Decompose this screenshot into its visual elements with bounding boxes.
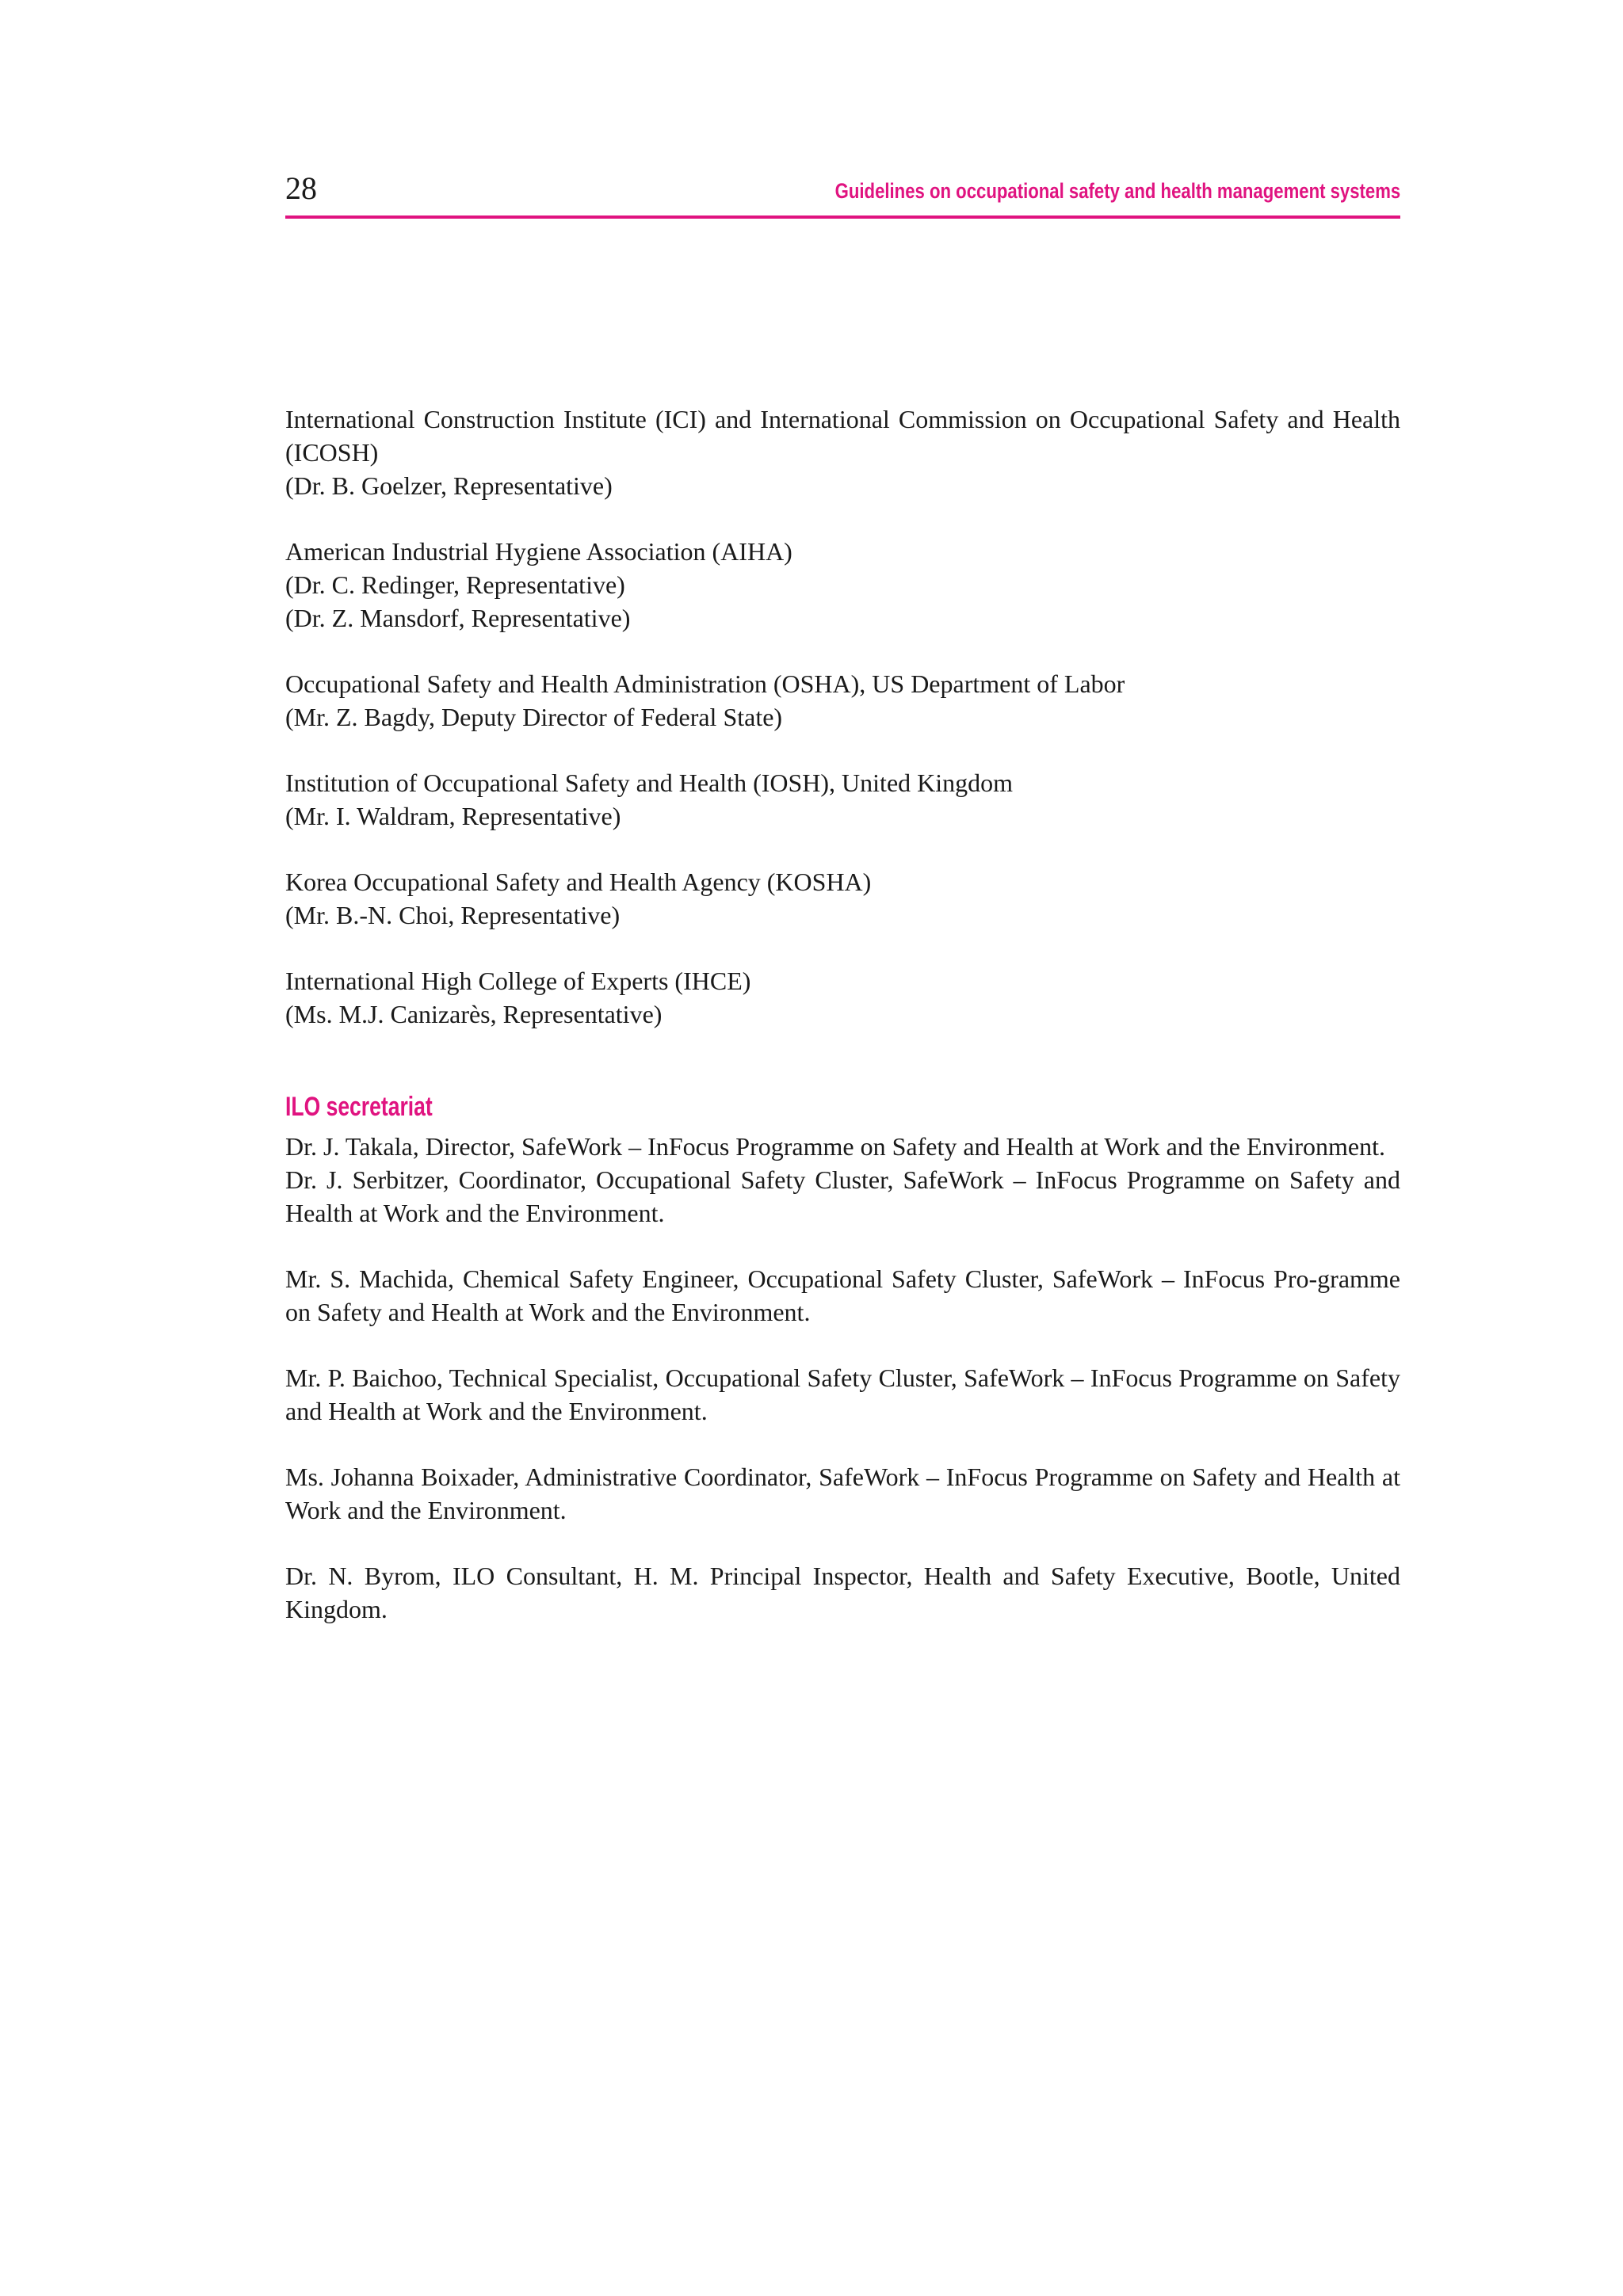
secretariat-member: Mr. P. Baichoo, Technical Specialist, Occupational Safety Cluster, SafeWork – InFocus Programme on Safety and Health at Work and the Environment. [285,1363,1400,1425]
main-content [285,402,1400,1658]
secretariat-member: Dr. N. Byrom, ILO Consultant, H. M. Principal Inspector, Health and Safety Executive, Bootle, United Kingdom. [285,1562,1400,1623]
organization-entry [285,865,1400,932]
secretariat-member: Ms. Johanna Boixader, Administrative Coordinator, SafeWork – InFocus Programme on Safety and Health at Work and the Environment. [285,1463,1400,1524]
organization-entry [285,535,1400,635]
organization-name: Institution of Occupational Safety and Health (IOSH), United Kingdom [285,769,1014,797]
organization-entry [285,964,1400,1031]
organization-entry [285,667,1400,734]
organization-entry [285,766,1400,833]
running-title: Guidelines on occupational safety and health management systems [834,179,1400,203]
secretariat-member: Mr. S. Machida, Chemical Safety Engineer, Occupational Safety Cluster, SafeWork – InFocus Pro-gramme on Safety and Health at Work and the Environment. [285,1264,1400,1326]
representative: (Dr. B. Goelzer, Representative) [285,471,613,500]
organization-name: Korea Occupational Safety and Health Agency (KOSHA) [285,868,872,896]
representative: (Mr. B.-N. Choi, Representative) [285,901,621,929]
header-rule [285,215,1400,219]
representative: (Dr. Z. Mansdorf, Representative) [285,604,631,632]
representative: (Mr. I. Waldram, Representative) [285,802,621,830]
representative: (Dr. C. Redinger, Representative) [285,570,625,599]
organization-name: Occupational Safety and Health Administration (OSHA), US Department of Labor [285,669,1125,698]
secretariat-member: Dr. J. Takala, Director, SafeWork – InFocus Programme on Safety and Health at Work and the Environment. [285,1132,1386,1161]
secretariat-heading: ILO secretariat [285,1092,433,1122]
organization-name: American Industrial Hygiene Association (AIHA) [285,537,792,566]
secretariat-member: Dr. J. Serbitzer, Coordinator, Occupational Safety Cluster, SafeWork – InFocus Programme on Safety and Health at Work and the Environment. [285,1165,1400,1227]
organization-name: International Construction Institute (ICI) and International Commission on Occupational Safety and Health (ICOSH) [285,405,1400,467]
page-number: 28 [285,170,317,206]
representative: (Mr. Z. Bagdy, Deputy Director of Federal State) [285,703,783,731]
organization-entry [285,402,1400,502]
representative: (Ms. M.J. Canizarès, Representative) [285,1000,663,1028]
organization-name: International High College of Experts (IHCE) [285,967,751,995]
